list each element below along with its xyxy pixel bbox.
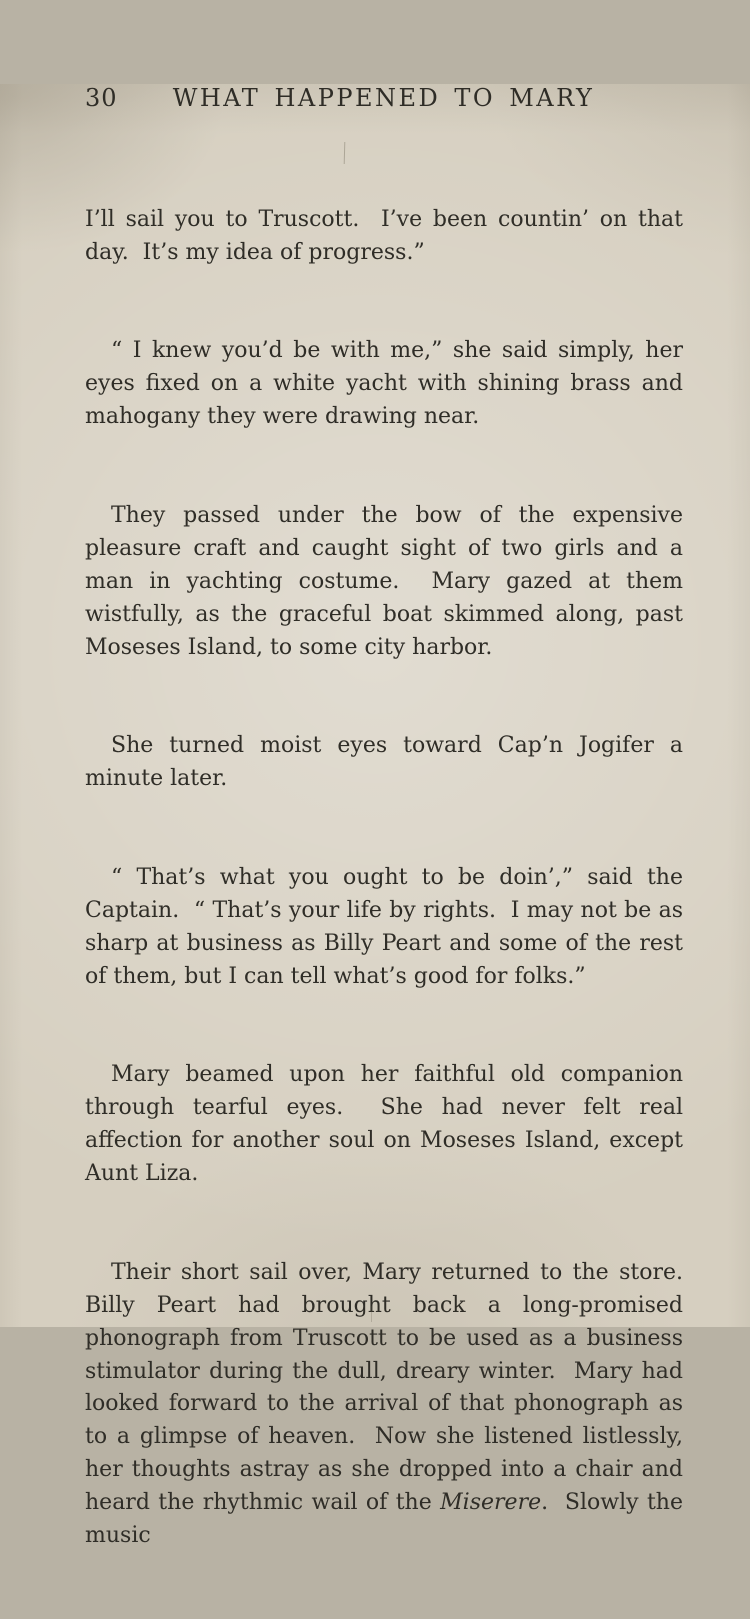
paragraph: She turned moist eyes toward Cap’n Jogifer a minute later. [85, 733, 690, 792]
paragraph: Mary beamed upon her faithful old companion through tearful eyes. She had never felt real affection for another soul on Moseses Island, except Aunt Liza. [85, 1062, 690, 1187]
paragraph-text: Their short sail over, Mary returned to the store. Billy Peart had brought back a long-promised phonograph from Truscott to be used as a business stimulator during the dull, dreary winter. Mary had looked forward to the arrival of that phonograph as to a glimpse of heaven. Now she listened listlessly, her thoughts astray as she dropped into a chair and heard the rhythmic wail of the [85, 1259, 697, 1516]
page-header [85, 84, 682, 114]
text-column [85, 138, 697, 1619]
italic-word: Miserere [440, 1490, 542, 1516]
paragraph: “ That’s what you ought to be doin’,” said the Captain. “ That’s your life by rights. I may not be as sharp at business as Billy Peart and some of the rest of them, but I can tell what’s good for folks.” [85, 864, 690, 989]
page-number: 30 [85, 84, 118, 112]
paragraph [85, 1257, 697, 1553]
paragraph-text: . Slowly the music [85, 1490, 690, 1549]
running-title: WHAT HAPPENED TO MARY [172, 84, 595, 112]
scan-artifact-line-bottom [371, 1306, 372, 1322]
paragraph: I’ll sail you to Truscott. I’ve been countin’ on that day. It’s my idea of progress.” [85, 206, 690, 265]
paragraph: “ I knew you’d be with me,” she said simply, her eyes fixed on a white yacht with shining brass and mahogany they were drawing near. [85, 338, 690, 430]
paragraph: They passed under the bow of the expensive pleasure craft and caught sight of two girls and a man in yachting costume. Mary gazed at them wistfully, as the graceful boat skimmed along, past Moseses Island, to some city harbor. [85, 502, 690, 660]
book-page [0, 84, 750, 1549]
